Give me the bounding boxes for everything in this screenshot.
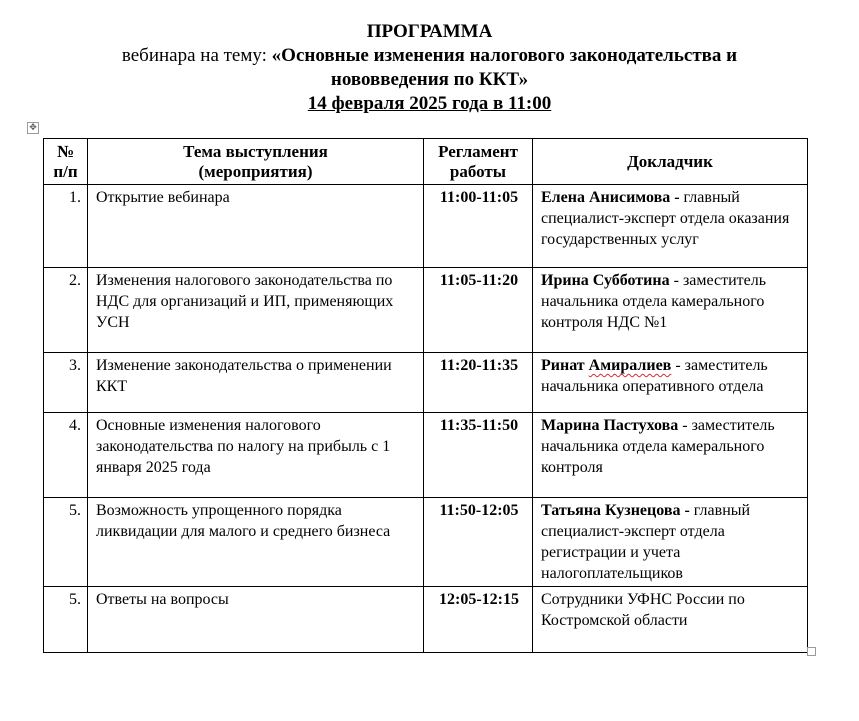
row-speaker: Сотрудники УФНС России по Костромской области — [533, 587, 808, 653]
table-move-handle-icon[interactable]: ✥ — [27, 122, 39, 134]
row-speaker — [533, 185, 808, 268]
row-topic: Ответы на вопросы — [88, 587, 424, 653]
topic-title-part-2: нововведения по ККТ» — [330, 69, 529, 90]
row-speaker — [533, 268, 808, 353]
webinar-topic-line-1 — [0, 44, 859, 68]
document-header — [0, 20, 859, 116]
speaker-name: Татьяна Кузнецова - — [541, 502, 690, 519]
row-speaker — [533, 498, 808, 587]
header-time-line-1: Регламент — [438, 141, 518, 161]
row-time: 11:05-11:20 — [424, 268, 533, 353]
row-time: 11:35-11:50 — [424, 413, 533, 498]
speaker-first-name: Ринат — [541, 357, 585, 374]
row-num: 5. — [44, 498, 88, 587]
header-time-line-2: работы — [449, 161, 507, 181]
row-topic: Изменения налогового законодательства по НДС для организаций и ИП, применяющих УСН — [88, 268, 424, 353]
row-speaker — [533, 353, 808, 413]
table-row — [44, 498, 808, 587]
table-row — [44, 413, 808, 498]
row-topic: Возможность упрощенного порядка ликвидации для малого и среднего бизнеса — [88, 498, 424, 587]
row-topic: Открытие вебинара — [88, 185, 424, 268]
header-topic-line-1: Тема выступления — [183, 141, 328, 161]
row-topic: Изменение законодательства о применении ККТ — [88, 353, 424, 413]
topic-title-part-1: «Основные изменения налогового законодательства и — [271, 45, 738, 66]
speaker-role: - заместитель начальника оперативного отдела — [541, 357, 768, 395]
header-topic-line-2: (мероприятия) — [198, 161, 313, 181]
speaker-role: главный специалист-эксперт отдела оказания государственных услуг — [541, 189, 790, 248]
header-time — [424, 139, 533, 185]
table-row — [44, 587, 808, 653]
row-topic: Основные изменения налогового законодательства по налогу на прибыль с 1 января 2025 года — [88, 413, 424, 498]
row-time: 11:20-11:35 — [424, 353, 533, 413]
header-topic — [88, 139, 424, 185]
speaker-name: Ирина Субботина — [541, 272, 670, 289]
row-num: 2. — [44, 268, 88, 353]
row-time: 11:00-11:05 — [424, 185, 533, 268]
speaker-name: Елена Анисимова - — [541, 189, 680, 206]
row-num: 3. — [44, 353, 88, 413]
table-row — [44, 353, 808, 413]
speaker-role: - заместитель начальника отдела камерального контроля НДС №1 — [541, 272, 767, 331]
webinar-date: 14 февраля 2025 года в 11:00 — [307, 93, 552, 114]
topic-prefix: вебинара на тему: — [121, 45, 272, 66]
row-num: 1. — [44, 185, 88, 268]
header-speaker: Докладчик — [533, 139, 808, 185]
speaker-last-name: Амиралиев — [588, 357, 672, 374]
program-table — [43, 138, 808, 653]
speaker-name: Марина Пастухова — [541, 417, 679, 434]
header-num-line-2: п/п — [53, 161, 78, 181]
speaker-role: главный специалист-эксперт отдела регистрации и учета налогоплательщиков — [541, 502, 751, 582]
table-resize-handle-icon[interactable] — [807, 647, 816, 656]
table-header-row — [44, 139, 808, 185]
table-row — [44, 185, 808, 268]
row-num: 4. — [44, 413, 88, 498]
program-title: ПРОГРАММА — [366, 21, 493, 42]
speaker-role: - заместитель начальника отдела камерального контроля — [541, 417, 775, 476]
row-time: 12:05-12:15 — [424, 587, 533, 653]
row-speaker — [533, 413, 808, 498]
header-num-line-1: № — [56, 141, 75, 161]
table-row — [44, 268, 808, 353]
row-time: 11:50-12:05 — [424, 498, 533, 587]
header-num — [44, 139, 88, 185]
row-num: 5. — [44, 587, 88, 653]
